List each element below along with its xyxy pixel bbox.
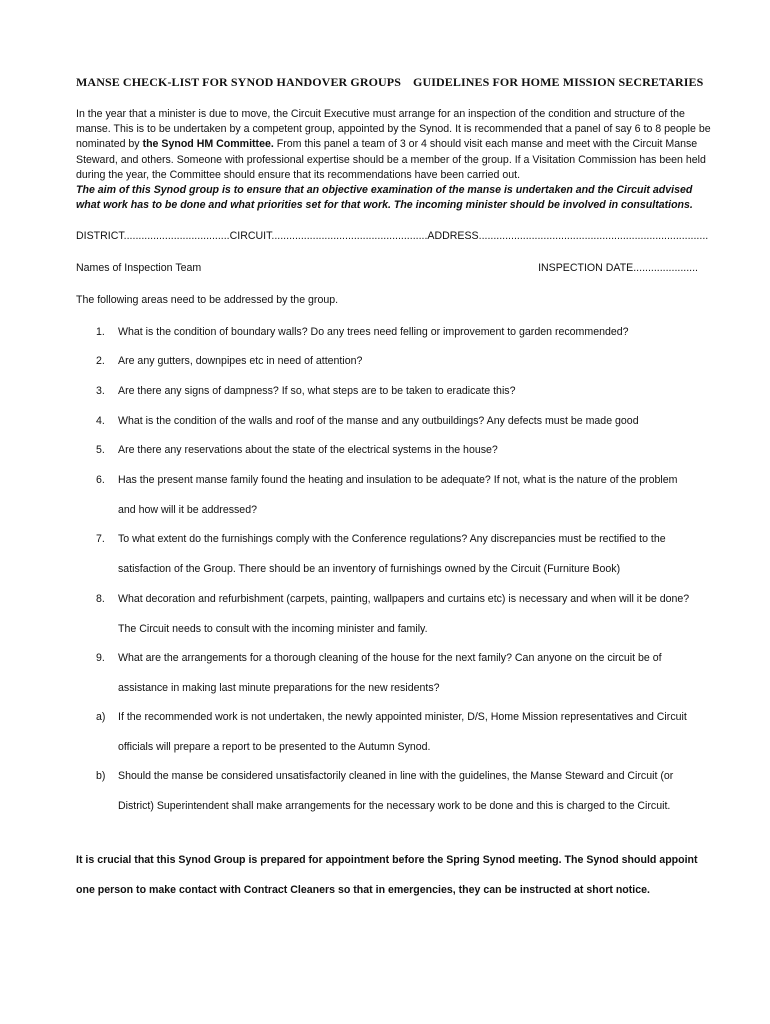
aim-statement: The aim of this Synod group is to ensure that an objective examination of the manse is undertaken and the Circuit advised what work has to be done and what priorities set for that work. The incoming minister should be involved in consultations. <box>76 184 693 212</box>
checklist-item <box>76 317 696 347</box>
closing-statement: It is crucial that this Synod Group is prepared for appointment before the Spring Synod meeting. The Synod should appoint one person to make contact with Contract Cleaners so that in emergencies, they can be instructed at short notice. <box>76 854 698 896</box>
checklist-title: MANSE CHECK-LIST FOR SYNOD HANDOVER GROUPS <box>76 75 402 89</box>
item-text: What are the arrangements for a thorough cleaning of the house for the next family? Can anyone on the circuit be of assistance in making last minute preparations for the new residents? <box>118 652 662 694</box>
item-number: 8. <box>96 593 105 605</box>
item-number: 2. <box>96 355 105 367</box>
checklist-item <box>76 346 696 376</box>
intro-bold-committee: the Synod HM Committee. <box>142 138 274 151</box>
item-number: 7. <box>96 533 105 545</box>
checklist-item <box>76 524 696 584</box>
item-number: b) <box>96 770 106 782</box>
item-text: Should the manse be considered unsatisfactorily cleaned in line with the guidelines, the Manse Steward and Circuit (or District) Superintendent shall make arrangements for the necessary work to be done and this is charged to the Circuit. <box>118 770 674 812</box>
inspection-date-line: INSPECTION DATE...................... <box>538 262 698 274</box>
item-text: Are any gutters, downpipes etc in need of attention? <box>118 355 363 367</box>
checklist-item <box>76 761 696 821</box>
checklist-item <box>76 702 696 762</box>
item-text: Are there any reservations about the state of the electrical systems in the house? <box>118 444 498 456</box>
document-title <box>76 75 716 90</box>
item-text: If the recommended work is not undertaken, the newly appointed minister, D/S, Home Mission representatives and Circuit officials will prepare a report to be presented to the Autumn Synod. <box>118 711 687 753</box>
intro-text-part2: From this panel a team of 3 or 4 should visit each manse and meet with the Circuit Manse Steward, and others. Someone with professional expertise should be a member of the group. If a Visitation Commission has been held during the year, the Committee should ensure that its recommendations have been carried out. <box>76 138 706 181</box>
item-number: 5. <box>96 444 105 456</box>
item-number: 4. <box>96 415 105 427</box>
checklist-item <box>76 643 696 703</box>
checklist-item <box>76 376 696 406</box>
item-text: Are there any signs of dampness? If so, what steps are to be taken to eradicate this? <box>118 385 516 397</box>
guidelines-title: GUIDELINES FOR HOME MISSION SECRETARIES <box>413 75 704 89</box>
checklist-item <box>76 406 696 436</box>
checklist-item <box>76 584 696 644</box>
item-text: What decoration and refurbishment (carpets, painting, wallpapers and curtains etc) is necessary and when will it be done? The Circuit needs to consult with the incoming minister and family. <box>118 593 690 635</box>
item-number: 9. <box>96 652 105 664</box>
item-text: What is the condition of the walls and roof of the manse and any outbuildings? Any defects must be made good <box>118 415 639 427</box>
item-number: a) <box>96 711 106 723</box>
inspection-team-label: Names of Inspection Team <box>76 262 202 274</box>
areas-intro: The following areas need to be addressed by the group. <box>76 294 339 306</box>
item-number: 6. <box>96 474 105 486</box>
intro-text-part1: In the year that a minister is due to move, the Circuit Executive must arrange for an inspection of the condition and structure of the manse. This is to be undertaken by a competent group, appointed by the Synod. It is recommended that a panel of say 6 to 8 people be nominated by <box>76 108 711 151</box>
item-text: To what extent do the furnishings comply with the Conference regulations? Any discrepancies must be rectified to the satisfaction of the Group. There should be an inventory of furnishings owned by the Circuit (Furniture Book) <box>118 533 666 575</box>
item-text: What is the condition of boundary walls? Do any trees need felling or improvement to garden recommended? <box>118 326 629 338</box>
item-number: 3. <box>96 385 105 397</box>
item-text: Has the present manse family found the heating and insulation to be adequate? If not, what is the nature of the problem and how will it be addressed? <box>118 474 678 516</box>
district-circuit-address-line: DISTRICT....................................CIRCUIT.....................................................ADDRESS.............................................................................. <box>76 230 709 242</box>
intro-paragraph <box>76 107 712 213</box>
checklist-item <box>76 435 696 465</box>
checklist-item <box>76 465 696 525</box>
item-number: 1. <box>96 326 105 338</box>
